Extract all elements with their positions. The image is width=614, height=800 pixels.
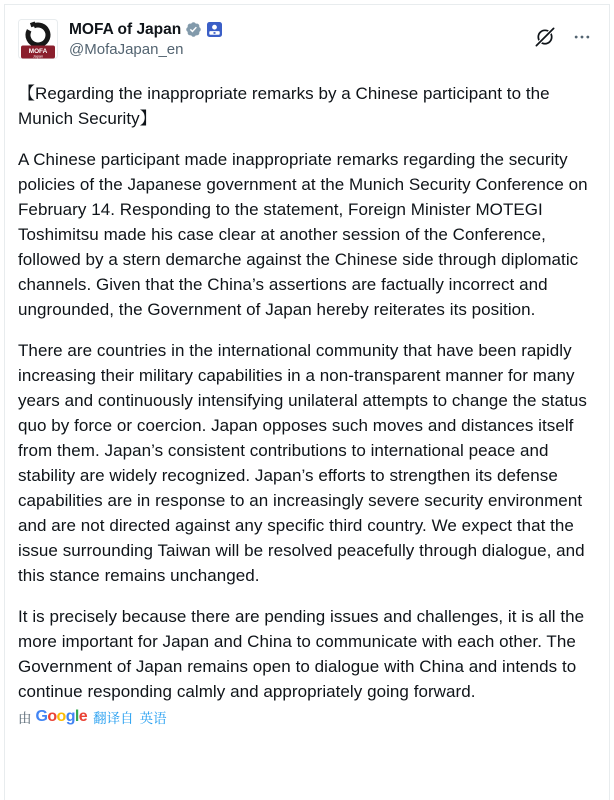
translated-from-link[interactable]: 翻译自	[93, 711, 134, 726]
avatar-text-line1: MOFA	[28, 47, 48, 55]
more-button[interactable]	[572, 27, 592, 47]
grok-button[interactable]	[534, 26, 556, 48]
verified-badge-icon[interactable]	[185, 21, 202, 38]
mofa-logo-icon	[18, 19, 58, 59]
display-name[interactable]: MOFA of Japan	[69, 20, 182, 38]
translated-prefix: 由	[18, 711, 32, 726]
tweet-text	[18, 81, 596, 704]
tweet-paragraph: It is precisely because there are pending issues and challenges, it is all the more important for Japan and China to communicate with each other. The Government of Japan remains open to dialogue with China and intends to continue responding calmly and appropriately going forward.	[18, 607, 585, 701]
identity-block	[69, 19, 222, 59]
avatar-text-line2: Japan	[32, 54, 44, 59]
tweet-paragraph: There are countries in the international community that have been rapidly increasing their military capabilities in a non-transparent manner for many years and continuously intensifying unilateral attempts to change the status quo by force or coercion. Japan opposes such moves and distances itself from them. Japan’s consistent contributions to international peace and stability are widely recognized. Japan’s efforts to strengthen its defense capabilities are in response to an increasingly severe security environment and are not directed against any specific third country. We expect that the issue surrounding Taiwan will be resolved peacefully through dialogue, and this stance remains unchanged.	[18, 341, 587, 585]
google-logo: Google	[35, 708, 88, 725]
translated-by-row	[18, 707, 596, 727]
source-language-link[interactable]: 英语	[139, 711, 167, 726]
tweet-paragraph: 【Regarding the inappropriate remarks by a Chinese participant to the Munich Security】	[18, 84, 550, 128]
avatar[interactable]	[18, 19, 58, 59]
grok-icon	[534, 26, 556, 48]
tweet-card	[4, 4, 610, 800]
user-handle[interactable]: @MofaJapan_en	[69, 40, 184, 58]
tweet-header	[18, 19, 596, 59]
more-horizontal-icon	[572, 27, 592, 47]
government-label-icon[interactable]	[207, 22, 222, 37]
tweet-paragraph: A Chinese participant made inappropriate remarks regarding the security policies of the Japanese government at the Munich Security Conference on February 14. Responding to the statement, Foreign Minister MOTEGI Toshimitsu made his case clear at another session of the Conference, followed by a stern demarche against the Chinese side through diplomatic channels. Given that the China’s assertions are factually incorrect and ungrounded, the Government of Japan hereby reiterates its position.	[18, 150, 588, 319]
